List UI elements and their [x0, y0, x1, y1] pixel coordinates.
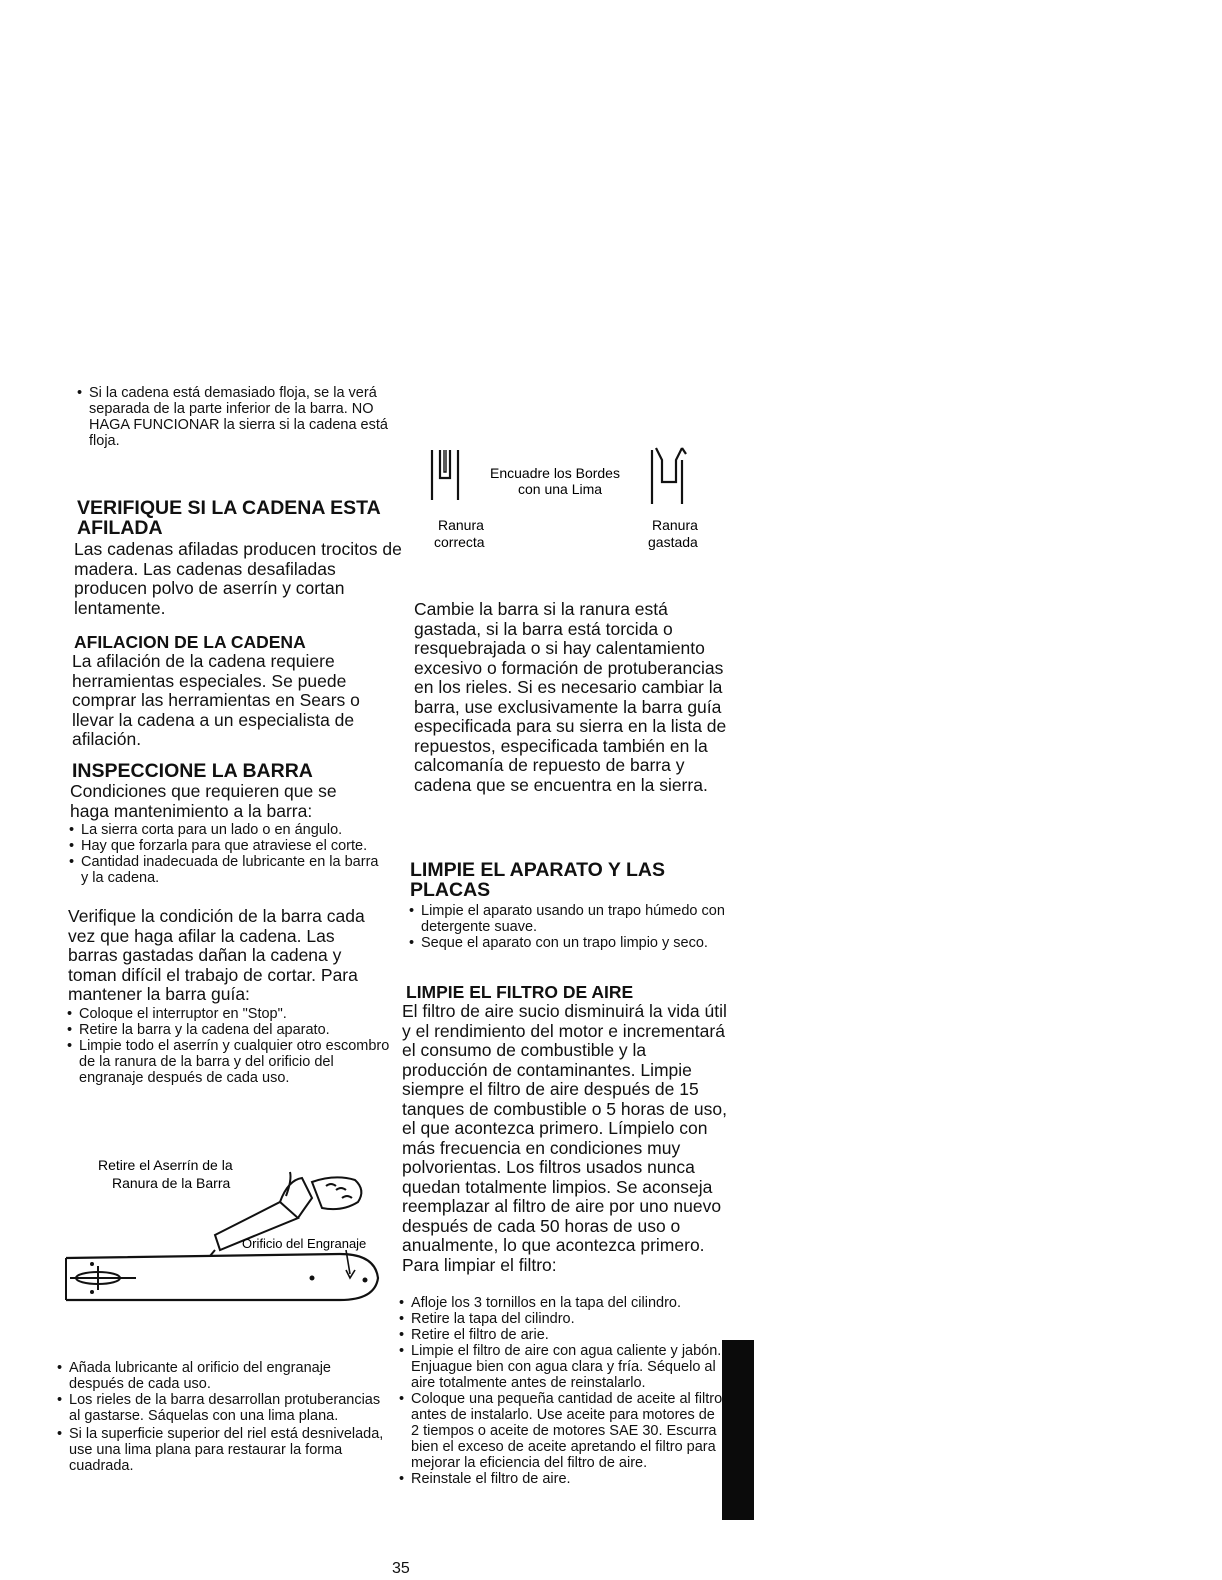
sharp-body: Las cadenas afiladas producen trocitos de madera. Las cadenas desafiladas producen polvo de aserrín y cortan lentamente. [74, 539, 402, 618]
list-item: • Si la superficie superior del riel está desnivelada, use una lima plana para restaurar la forma cuadrada. [56, 1426, 386, 1474]
maintain-bullet-list [66, 1006, 396, 1086]
diagram-left-line2: correcta [434, 534, 485, 550]
list-item: • Retire la tapa del cilindro. [398, 1311, 724, 1327]
list-item: • Los rieles de la barra desarrollan protuberancias al gastarse. Sáquelas con una lima plana. [56, 1392, 386, 1424]
clean-heading: LIMPIE EL APARATO Y LAS PLACAS [410, 859, 665, 901]
inspect-intro: Condiciones que requieren que se haga mantenimiento a la barra: [70, 781, 337, 821]
filter-heading: LIMPIE EL FILTRO DE AIRE [406, 982, 634, 1002]
diagram-center-line1: Encuadre los Bordes [490, 465, 620, 481]
groove-diagram [420, 440, 730, 560]
list-item: • Seque el aparato con un trapo limpio y seco. [408, 935, 738, 951]
edge-tab-marker [722, 1340, 754, 1520]
correct-groove-icon [432, 450, 458, 500]
diagram-center-line2: con una Lima [518, 481, 603, 497]
top-bullet-block [76, 385, 401, 449]
filter-bullet-list [398, 1295, 724, 1487]
bar-cleaning-figure [50, 1150, 390, 1320]
list-item: • Hay que forzarla para que atraviese el corte. [68, 838, 388, 854]
afilacion-heading: AFILACION DE LA CADENA [74, 632, 306, 652]
list-item: • Coloque una pequeña cantidad de aceite al filtro antes de instalarlo. Use aceite para motores de 2 tiempos o aceite de motores SAE 30. Escurra bien el exceso de aceite apretando el filtro para mejorar la eficiencia del filtro de aire. [398, 1391, 724, 1471]
list-item: • Retire la barra y la cadena del aparato. [66, 1022, 396, 1038]
sharp-heading: VERIFIQUE SI LA CADENA ESTA AFILADA [77, 497, 380, 539]
chain-loose-bullet: • Si la cadena está demasiado floja, se la verá separada de la parte inferior de la barra. NO HAGA FUNCIONAR la sierra si la cadena está floja. [76, 385, 401, 449]
change-bar-body: Cambie la barra si la ranura está gastada, si la barra está torcida o resquebrajada o si hay calentamiento excesivo o formación de protuberancias en los rieles. Si es necesario cambiar la barra, use exclusivamente la barra guía especificada para su sierra en la lista de repuestos, especificada también en la calcomanía de repuesto de barra y cadena que se encuentra en la sierra. [414, 599, 727, 795]
bottom-bullet-list [56, 1360, 386, 1474]
list-item: • Cantidad inadecuada de lubricante en la barra y la cadena. [68, 854, 388, 886]
verify-body: Verifique la condición de la barra cada vez que haga afilar la cadena. Las barras gastadas dañan la cadena y toman difícil el trabajo de cortar. Para mantener la barra guía: [68, 906, 365, 1004]
list-item: • La sierra corta para un lado o en ángulo. [68, 822, 388, 838]
figure-label-hole: Orificio del Engranaje [242, 1236, 367, 1251]
list-item: • Reinstale el filtro de aire. [398, 1471, 724, 1487]
list-item: • Limpie todo el aserrín y cualquier otro escombro de la ranura de la barra y del orificio del engranaje después de cada uso. [66, 1038, 396, 1086]
list-item: • Limpie el aparato usando un trapo húmedo con detergente suave. [408, 903, 738, 935]
diagram-left-line1: Ranura [438, 517, 484, 533]
diagram-right-line1: Ranura [652, 517, 698, 533]
worn-groove-icon [652, 448, 686, 504]
list-item: • Afloje los 3 tornillos en la tapa del cilindro. [398, 1295, 724, 1311]
page-number: 35 [392, 1560, 410, 1577]
filter-body: El filtro de aire sucio disminuirá la vida útil y el rendimiento del motor e incrementará el consumo de combustible y la producción de contaminantes. Limpie siempre el filtro de aire después de 15 tanques de combustible o 5 horas de uso, el que acontezca primero. Límpielo con más frecuencia en condiciones muy polvorientas. Los filtros usados nunca quedan totalmente limpios. Se aconseja reemplazar al filtro de aire por uno nuevo después de cada 50 horas de uso o anualmente, lo que acontezca primero. Para limpiar el filtro: [402, 1001, 727, 1275]
list-item: • Limpie el filtro de aire con agua caliente y jabón. Enjuague bien con agua clara y fría. Séquelo al aire totalmente antes de reinstalarlo. [398, 1343, 724, 1391]
inspect-bullet-list [68, 822, 388, 886]
clean-bullet-list [408, 903, 738, 951]
list-item: • Retire el filtro de arie. [398, 1327, 724, 1343]
diagram-right-line2: gastada [648, 534, 698, 550]
list-item: • Añada lubricante al orificio del engranaje después de cada uso. [56, 1360, 386, 1392]
afilacion-body: La afilación de la cadena requiere herramientas especiales. Se puede comprar las herramientas en Sears o llevar la cadena a un especialista de afilación. [72, 651, 360, 749]
bar-mounting-slot [70, 1262, 136, 1294]
figure-label-remove-1: Retire el Aserrín de la [98, 1157, 233, 1173]
list-item: • Coloque el interruptor en "Stop". [66, 1006, 396, 1022]
inspect-heading: INSPECCIONE LA BARRA [72, 760, 313, 782]
figure-label-remove-2: Ranura de la Barra [112, 1175, 231, 1191]
